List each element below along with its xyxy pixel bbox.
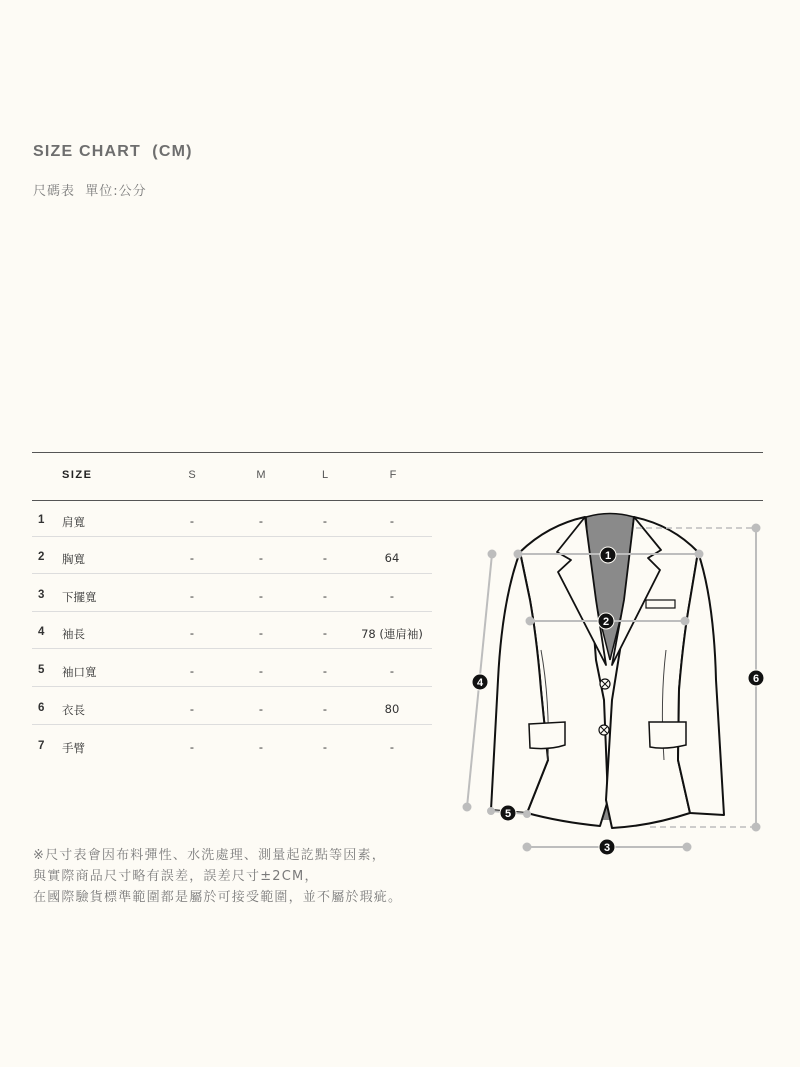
row-number: 2 (38, 551, 45, 563)
table-row (32, 693, 432, 725)
cell-s: - (189, 514, 195, 528)
size-column-header: SIZE (62, 469, 93, 481)
cell-s: - (189, 589, 195, 603)
row-label: 衣長 (62, 703, 85, 717)
row-divider (32, 648, 432, 649)
marker-shoulder (600, 547, 616, 563)
row-label: 肩寬 (62, 515, 85, 529)
row-number: 6 (38, 702, 45, 714)
row-label: 袖長 (62, 627, 85, 641)
table-top-rule (32, 452, 763, 453)
size-header-f: F (389, 469, 397, 481)
marker-length (748, 670, 764, 686)
row-number: 7 (38, 740, 45, 752)
marker-hem (599, 839, 615, 855)
chest-pocket (646, 600, 675, 608)
chest-width-endpoint (682, 618, 689, 625)
cell-l: - (322, 589, 328, 603)
table-header-rule (32, 500, 763, 501)
table-row (32, 542, 432, 574)
table-row (32, 655, 432, 687)
cell-l: - (322, 664, 328, 678)
svg-text:6: 6 (752, 673, 760, 685)
cell-m: - (258, 626, 264, 640)
row-label: 手臂 (62, 741, 85, 755)
jacket-measurement-diagram (455, 505, 775, 855)
svg-text:1: 1 (604, 550, 612, 562)
size-header-s: S (188, 469, 196, 481)
row-label: 袖口寬 (62, 665, 97, 679)
marker-cuff (500, 805, 516, 821)
cell-l: - (322, 551, 328, 565)
cell-m: - (258, 740, 264, 754)
cell-m: - (258, 514, 264, 528)
marker-sleeve (472, 674, 488, 690)
hem-width-endpoint (684, 844, 691, 851)
row-divider (32, 536, 432, 537)
hem-width-endpoint (524, 844, 531, 851)
cell-m: - (258, 664, 264, 678)
sleeve-length-endpoint (489, 551, 496, 558)
cell-f: 64 (384, 551, 400, 565)
svg-text:4: 4 (476, 677, 484, 689)
table-row (32, 580, 432, 612)
row-divider (32, 611, 432, 612)
svg-text:3: 3 (603, 842, 611, 854)
page-title: SIZE CHART (CM) (33, 143, 193, 160)
cell-s: - (189, 702, 195, 716)
measurement-disclaimer (33, 845, 402, 908)
cell-s: - (189, 664, 195, 678)
row-number: 3 (38, 589, 45, 601)
row-number: 4 (38, 626, 45, 638)
cell-m: - (258, 702, 264, 716)
cuff-width-endpoint (524, 811, 530, 817)
jacket-button-bottom (599, 725, 609, 735)
svg-text:2: 2 (602, 616, 610, 628)
disclaimer-line: ※尺寸表會因布料彈性、水洗處理、測量起訖點等因素， (33, 848, 386, 863)
svg-text:5: 5 (504, 808, 512, 820)
cell-l: - (322, 702, 328, 716)
row-number: 5 (38, 664, 45, 676)
row-divider (32, 724, 432, 725)
cell-l: - (322, 626, 328, 640)
cell-l: - (322, 514, 328, 528)
cell-s: - (189, 551, 195, 565)
size-header-l: L (321, 469, 329, 481)
left-flap-pocket (529, 722, 565, 749)
table-row (32, 617, 432, 649)
row-divider (32, 686, 432, 687)
row-number: 1 (38, 514, 45, 526)
marker-chest (598, 613, 614, 629)
disclaimer-line: 與實際商品尺寸略有誤差，誤差尺寸±2CM， (33, 869, 319, 884)
cuff-width-endpoint (488, 808, 494, 814)
cell-f: - (389, 514, 395, 528)
row-label: 胸寬 (62, 552, 85, 566)
shoulder-width-endpoint (515, 551, 522, 558)
cell-m: - (258, 589, 264, 603)
shoulder-width-endpoint (696, 551, 703, 558)
jacket-button-top (600, 679, 610, 689)
row-label: 下擺寬 (62, 590, 97, 604)
body-length-endpoint (753, 525, 760, 532)
page-subtitle: 尺碼表 單位:公分 (33, 184, 147, 199)
cell-f: - (389, 589, 395, 603)
cell-f: - (389, 740, 395, 754)
size-header-m: M (256, 469, 266, 481)
cell-l: - (322, 740, 328, 754)
right-flap-pocket (649, 722, 686, 748)
cell-f: 80 (384, 702, 400, 716)
cell-m: - (258, 551, 264, 565)
sleeve-length-endpoint (464, 804, 471, 811)
row-divider (32, 573, 432, 574)
cell-s: - (189, 626, 195, 640)
table-row (32, 731, 432, 763)
cell-f: 78 (連肩袖) (361, 627, 423, 641)
table-row (32, 505, 432, 537)
cell-s: - (189, 740, 195, 754)
cell-f: - (389, 664, 395, 678)
disclaimer-line: 在國際驗貨標準範圍都是屬於可接受範圍，並不屬於瑕疵。 (33, 890, 403, 905)
chest-width-endpoint (527, 618, 534, 625)
